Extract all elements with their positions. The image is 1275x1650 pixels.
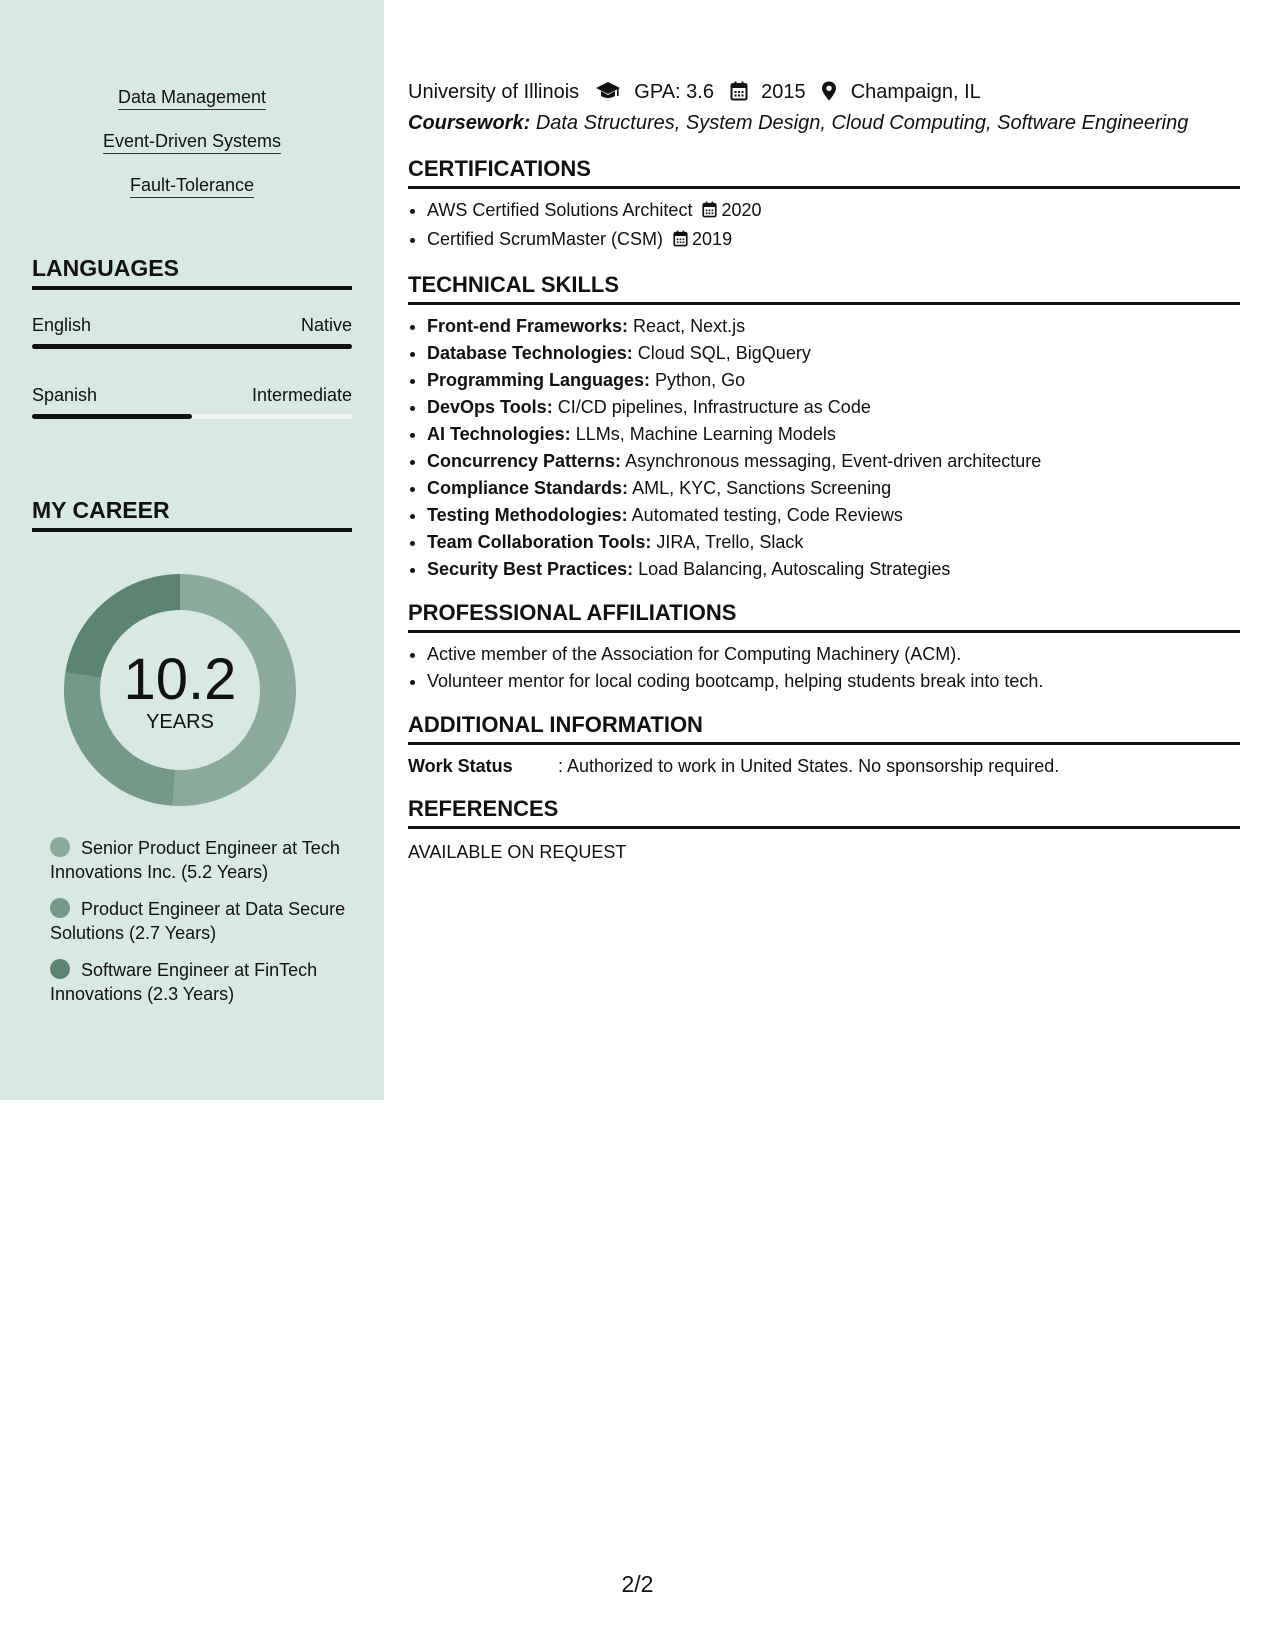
skill-label: Team Collaboration Tools: bbox=[427, 532, 652, 552]
education-line bbox=[408, 78, 1240, 109]
career-legend-label: Senior Product Engineer at Tech Innovations Inc. (5.2 Years) bbox=[50, 838, 340, 882]
graduation-year: 2015 bbox=[761, 81, 806, 103]
certification-name: AWS Certified Solutions Architect bbox=[427, 200, 693, 220]
certifications-list bbox=[408, 197, 1240, 255]
skill-item bbox=[427, 475, 1240, 502]
skill-label: Testing Methodologies: bbox=[427, 505, 628, 525]
skill-value: Load Balancing, Autoscaling Strategies bbox=[638, 559, 951, 579]
certifications-heading: CERTIFICATIONS bbox=[408, 155, 1240, 189]
coursework bbox=[408, 109, 1240, 137]
language-name: Spanish bbox=[32, 385, 98, 405]
skill-tag: Data Management bbox=[118, 86, 266, 110]
skill-item bbox=[427, 556, 1240, 583]
skill-item bbox=[427, 529, 1240, 556]
career-legend-label: Product Engineer at Data Secure Solutions (2.7 Years) bbox=[50, 899, 346, 943]
skill-tag: Fault-Tolerance bbox=[130, 174, 254, 198]
location: Champaign, IL bbox=[850, 81, 981, 103]
language-bar-fill bbox=[32, 344, 352, 349]
map-pin-icon bbox=[821, 81, 837, 109]
school-name: University of Illinois bbox=[408, 81, 580, 103]
coursework-label: Coursework: bbox=[408, 112, 531, 134]
legend-dot bbox=[50, 837, 70, 857]
certification-year: 2019 bbox=[692, 229, 733, 249]
affiliations-heading: PROFESSIONAL AFFILIATIONS bbox=[408, 599, 1240, 633]
language-bar bbox=[32, 344, 352, 349]
skill-label: Compliance Standards: bbox=[427, 478, 629, 498]
skill-value: LLMs, Machine Learning Models bbox=[575, 424, 836, 444]
skill-item bbox=[427, 367, 1240, 394]
affiliation-item: • Active member of the Association for Computing Machinery (ACM). bbox=[427, 641, 1240, 668]
calendar-icon bbox=[702, 199, 717, 226]
languages-heading: LANGUAGES bbox=[32, 254, 352, 290]
skill-value: Asynchronous messaging, Event-driven architecture bbox=[625, 451, 1042, 471]
certification-item bbox=[427, 226, 1240, 255]
additional-info-heading: ADDITIONAL INFORMATION bbox=[408, 711, 1240, 745]
work-status-row bbox=[408, 753, 1240, 779]
certification-year: 2020 bbox=[721, 200, 762, 220]
language-bar bbox=[32, 414, 352, 419]
skill-item bbox=[427, 340, 1240, 367]
career-legend-item bbox=[50, 958, 350, 1006]
skill-label: Concurrency Patterns: bbox=[427, 451, 622, 471]
skill-value: CI/CD pipelines, Infrastructure as Code bbox=[557, 397, 871, 417]
skill-label: DevOps Tools: bbox=[427, 397, 553, 417]
skill-value: JIRA, Trello, Slack bbox=[656, 532, 804, 552]
skill-label: Programming Languages: bbox=[427, 370, 651, 390]
career-legend-item bbox=[50, 836, 350, 884]
skill-item bbox=[427, 421, 1240, 448]
skill-value: Python, Go bbox=[655, 370, 746, 390]
coursework-list: Data Structures, System Design, Cloud Computing, Software Engineering bbox=[535, 112, 1189, 134]
technical-skills-list bbox=[408, 313, 1240, 583]
references-heading: REFERENCES bbox=[408, 795, 1240, 829]
graduation-cap-icon bbox=[595, 81, 621, 109]
gpa: GPA: 3.6 bbox=[634, 81, 714, 103]
skill-value: AML, KYC, Sanctions Screening bbox=[632, 478, 892, 498]
certification-item bbox=[427, 197, 1240, 226]
language-level: Native bbox=[300, 315, 352, 335]
legend-dot bbox=[50, 898, 70, 918]
career-heading: MY CAREER bbox=[32, 496, 352, 532]
calendar-icon bbox=[673, 228, 688, 255]
career-legend-label: Software Engineer at FinTech Innovations (2.3 Years) bbox=[50, 960, 318, 1004]
skill-value: Automated testing, Code Reviews bbox=[631, 505, 903, 525]
skill-item bbox=[427, 394, 1240, 421]
skill-label: Database Technologies: bbox=[427, 343, 633, 363]
skill-value: Cloud SQL, BigQuery bbox=[637, 343, 811, 363]
language-name: English bbox=[32, 315, 92, 335]
work-status-label: Work Status bbox=[408, 756, 513, 776]
skill-label: AI Technologies: bbox=[427, 424, 571, 444]
skill-label: Security Best Practices: bbox=[427, 559, 634, 579]
work-status-value: : Authorized to work in United States. No sponsorship required. bbox=[558, 756, 1060, 776]
career-legend bbox=[50, 836, 350, 1019]
skill-item bbox=[427, 448, 1240, 475]
technical-skills-heading: TECHNICAL SKILLS bbox=[408, 271, 1240, 305]
career-total-value: 10.2 bbox=[123, 647, 237, 712]
career-total-unit: YEARS bbox=[146, 711, 214, 733]
skill-tag: Event-Driven Systems bbox=[103, 130, 281, 154]
skill-item bbox=[427, 313, 1240, 340]
skill-item bbox=[427, 502, 1240, 529]
skill-tags bbox=[0, 86, 384, 218]
page-number: 2/2 bbox=[621, 1571, 654, 1597]
language-level: Intermediate bbox=[251, 385, 352, 405]
certification-name: Certified ScrumMaster (CSM) bbox=[427, 229, 664, 249]
main-content bbox=[408, 78, 1240, 865]
calendar-icon bbox=[730, 81, 748, 109]
skill-value: React, Next.js bbox=[633, 316, 746, 336]
career-legend-item bbox=[50, 897, 350, 945]
career-total bbox=[62, 572, 298, 808]
sidebar bbox=[0, 0, 384, 1100]
affiliations-list bbox=[408, 641, 1240, 695]
affiliation-item: • Volunteer mentor for local coding bootcamp, helping students break into tech. bbox=[427, 668, 1240, 695]
references-text: AVAILABLE ON REQUEST bbox=[408, 842, 627, 862]
legend-dot bbox=[50, 959, 70, 979]
skill-label: Front-end Frameworks: bbox=[427, 316, 629, 336]
language-bar-fill bbox=[32, 414, 192, 419]
